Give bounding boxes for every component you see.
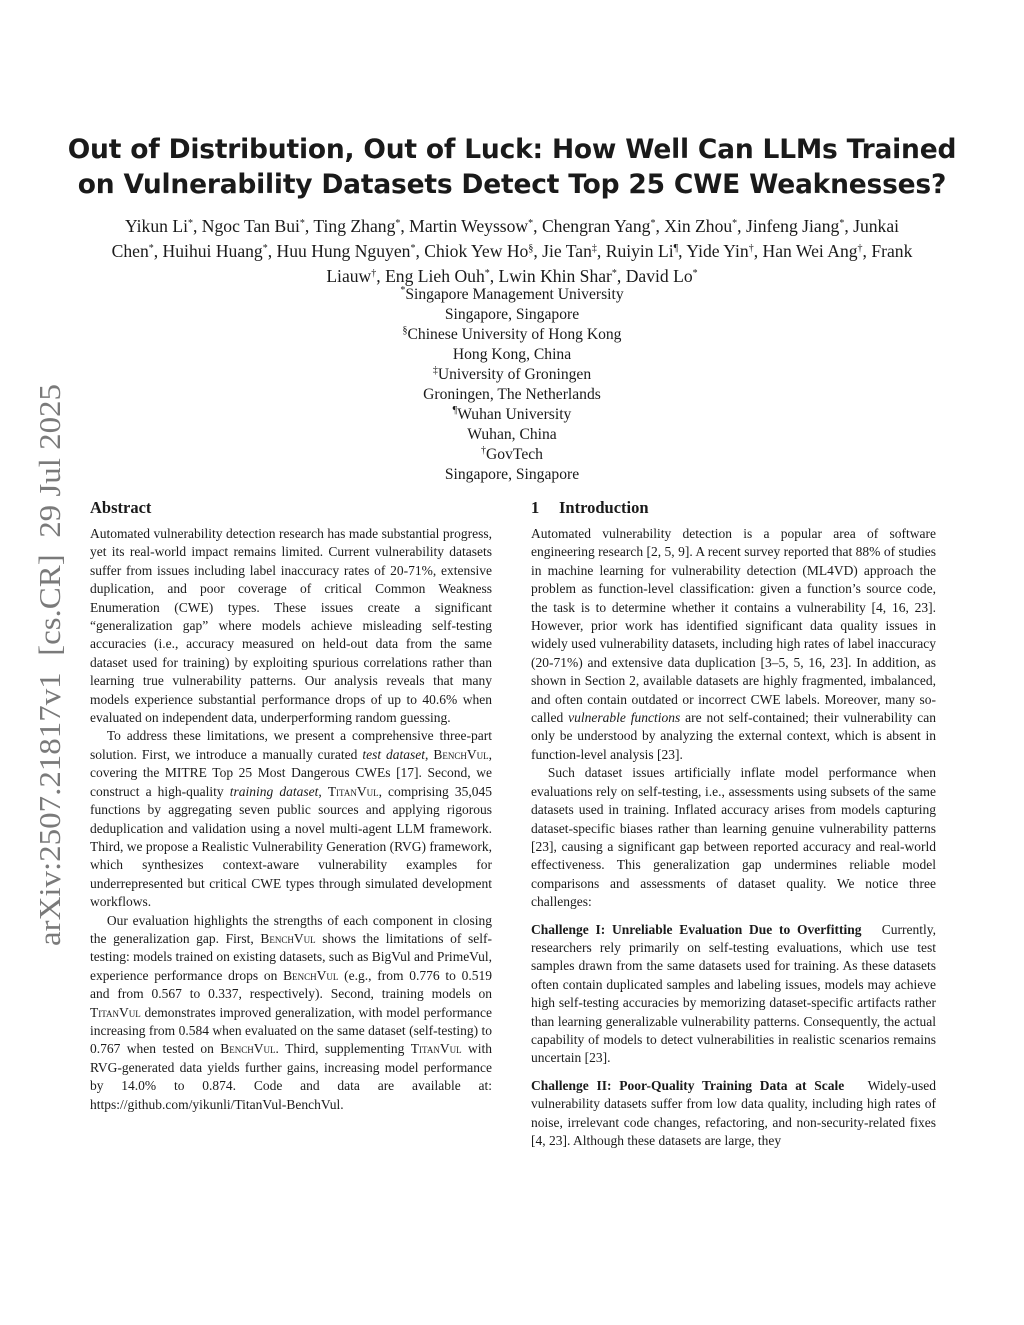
affiliation-mark: * <box>400 285 406 296</box>
affiliation-mark: * <box>410 243 416 254</box>
author-list: Yikun Li*, Ngoc Tan Bui*, Ting Zhang*, Martin Weyssow*, Chengran Yang*, Xin Zhou*, Jinfeng Jiang*, Junkai Chen*, Huihui Huang*, Huu Hung Nguyen*, Chiok Yew Ho§, Jie Tan‡, Ruiyin Li¶, Yide Yin†, Han Wei Ang†, Frank Liauw†, Eng Lieh Ouh*, Lwin Khin Shar*, David Lo* <box>111 216 913 286</box>
introduction-section <box>531 497 936 1150</box>
challenge-1-title: Challenge I: Unreliable Evaluation Due to Overfitting <box>531 921 862 937</box>
author-name: Chiok Yew Ho <box>424 241 529 261</box>
affiliation-mark: * <box>528 218 534 229</box>
author-name: Junkai Chen <box>111 216 900 261</box>
abstract-paragraph-1: Automated vulnerability detection research has made substantial progress, yet its real-world impact remains limited. Current vulnerability datasets suffer from issues including label inaccuracy rates of 20-71%, extensive duplication, and poor coverage of critical Common Weakness Enumeration (CWE) types. These issues create a significant “generalization gap” where models achieve misleading self-testing accuracies (i.e., accuracy measured on held-out data from the same dataset used for training) by exploiting spurious correlations rather than learning true vulnerability patterns. Our analysis reveals that many models experience substantial performance drops of up to 40.6% when evaluated on independent data, underperforming random guessing. <box>90 526 492 726</box>
introduction-paragraph-2: Such dataset issues artificially inflate model performance when evaluations rely on self-testing, i.e., assessments using subsets of the same datasets used in training. Inflated accuracy arises from models capturing dataset-specific biases rather than learning genuine vulnerability patterns [23], causing a significant gap between reported accuracy and real-world effectiveness. This generalization gap undermines reliable model comparisons and assessments of dataset quality. We notice three challenges: <box>531 765 936 910</box>
affiliation-mark: ‡ <box>432 365 438 376</box>
affiliation-mark: * <box>299 218 305 229</box>
author-name: Ting Zhang <box>313 216 396 236</box>
affiliation-location: Groningen, The Netherlands <box>423 386 601 403</box>
affiliation-institution: *Singapore Management University <box>400 285 624 303</box>
affiliation-location: Wuhan, China <box>467 426 557 443</box>
author-name: Jie Tan <box>542 241 592 261</box>
affiliation-mark: † <box>481 445 487 456</box>
author-name: Martin Weyssow <box>409 216 529 236</box>
affiliation-mark: * <box>148 243 154 254</box>
affiliation-mark: * <box>395 218 401 229</box>
author-name: Lwin Khin Shar <box>498 266 612 286</box>
benchvul-name: BenchVul <box>433 746 489 762</box>
affiliation-institution: ¶Wuhan University <box>452 405 572 423</box>
author-name: Eng Lieh Ouh <box>385 266 485 286</box>
affiliation-mark: † <box>371 268 377 279</box>
affiliation-mark: § <box>402 325 408 336</box>
author-name: Xin Zhou <box>664 216 733 236</box>
affiliation-mark: * <box>262 243 268 254</box>
affiliation-location: Hong Kong, China <box>452 346 572 363</box>
arxiv-identifier-stamp <box>12 380 72 950</box>
author-name: Yikun Li <box>124 216 188 236</box>
affiliation-mark: ¶ <box>673 243 679 254</box>
affiliation-institution: †GovTech <box>481 445 543 463</box>
challenge-2-paragraph: Challenge II: Poor-Quality Training Data at Scale Widely-used vulnerability datasets suffer from low data quality, including high rates of noise, irrelevant code changes, refactoring, and non-security-related fixes [4, 23]. Although these datasets are large, they <box>531 1077 937 1148</box>
affiliation-mark: † <box>857 243 863 254</box>
author-name: Yide Yin <box>686 241 749 261</box>
abstract-section <box>90 497 492 1114</box>
titanvul-name: TitanVul <box>327 783 379 799</box>
affiliation-mark: * <box>732 218 738 229</box>
affiliation-mark: * <box>187 218 193 229</box>
abstract-heading: Abstract <box>90 498 152 517</box>
affiliation-mark: * <box>484 268 490 279</box>
author-name: Han Wei Ang <box>762 241 858 261</box>
challenge-1-paragraph: Challenge I: Unreliable Evaluation Due to Overfitting Currently, researchers rely primarily on self-testing evaluations, which use test samples drawn from the same datasets used for training. As these datasets often contain duplicated samples and labeling issues, models may achieve high self-testing accuracies by memorizing dataset-specific artifacts rather than learning generalizable vulnerability patterns. Consequently, the actual capability of models to detect vulnerabilities in realistic scenarios remains uncertain [23]. <box>531 921 936 1066</box>
introduction-paragraph-1: Automated vulnerability detection is a popular area of software engineering research [2, 5, 9]. A recent survey reported that 88% of studies in machine learning for vulnerability detection (ML4VD) approach the problem as function-level classification: given a function’s source code, the task is to determine whether it contains a vulnerability [4, 16, 23]. However, prior work has identified significant data quality issues in widely used vulnerability datasets, including high rates of label inaccuracy (20-71%) and extensive data duplication [3–5, 5, 16, 23]. In addition, as shown in Section 2, available datasets are highly fragmented, imbalanced, and often contain outdated or incorrect CWE labels. Moreover, many so-called vulnerable functions are not self-contained; their vulnerability can only be understood by analyzing the external context, which is absent in function-level analysis [23]. <box>531 526 936 762</box>
author-name: Chengran Yang <box>541 216 651 236</box>
affiliation-location: Singapore, Singapore <box>444 306 580 323</box>
affiliation-mark: ¶ <box>452 405 458 416</box>
affiliation-mark: † <box>748 243 754 254</box>
affiliation-mark: * <box>692 268 698 279</box>
author-name: Huu Hung Nguyen <box>276 241 411 261</box>
affiliation-institution: §Chinese University of Hong Kong <box>402 325 622 343</box>
affiliation-mark: * <box>611 268 617 279</box>
introduction-heading <box>531 497 936 519</box>
affiliation-mark: § <box>528 243 534 254</box>
arxiv-identifier-text: arXiv:2507.21817v1 [cs.CR] 29 Jul 2025 <box>33 425 67 946</box>
affiliation-mark: * <box>839 218 845 229</box>
affiliation-mark: * <box>650 218 656 229</box>
affiliation-institution: ‡University of Groningen <box>432 365 592 383</box>
affiliation-mark: ‡ <box>591 243 597 254</box>
paper-title: Out of Distribution, Out of Luck: How Well Can LLMs Trained on Vulnerability Datasets Detect Top 25 CWE Weaknesses? <box>67 134 957 200</box>
author-name: Jinfeng Jiang <box>745 216 840 236</box>
abstract-paragraph-2: To address these limitations, we present a comprehensive three-part solution. First, we introduce a manually curated test dataset, BenchVul, covering the MITRE Top 25 Most Dangerous CWEs [17]. Second, we construct a high-quality training dataset, TitanVul, comprising 35,045 functions by aggregating seven public sources and applying rigorous deduplication and validation using a novel multi-agent LLM framework. Third, we propose a Realistic Vulnerability Generation (RVG) framework, which synthesizes context-aware vulnerability examples for underrepresented but critical CWE types through simulated development workflows. <box>90 728 493 910</box>
affiliation-location: Singapore, Singapore <box>444 466 580 483</box>
section-title: Introduction <box>559 498 649 517</box>
challenge-2-title: Challenge II: Poor-Quality Training Data at Scale <box>531 1077 845 1093</box>
author-name: Ngoc Tan Bui <box>201 216 300 236</box>
author-name: Ruiyin Li <box>605 241 674 261</box>
section-number: 1 <box>531 498 540 517</box>
abstract-paragraph-3: Our evaluation highlights the strengths of each component in closing the generalization gap. First, BenchVul shows the limitations of self-testing: models trained on existing datasets, such as BigVul and PrimeVul, experience performance drops on BenchVul (e.g., from 0.776 to 0.519 and from 0.567 to 0.337, respectively). Second, training models on TitanVul demonstrates improved generalization, with model performance increasing from 0.584 when evaluated on the same dataset (self-testing) to 0.767 when tested on BenchVul. Third, supplementing TitanVul with RVG-generated data yields further gains, increasing model performance by 14.0% to 0.874. Code and data are available at: https://github.com/yikunli/TitanVul-BenchVul. <box>90 912 493 1112</box>
affiliation-list <box>262 285 762 485</box>
author-name: Huihui Huang <box>162 241 263 261</box>
author-name: David Lo <box>625 266 693 286</box>
author-name: Frank Liauw <box>326 241 913 286</box>
